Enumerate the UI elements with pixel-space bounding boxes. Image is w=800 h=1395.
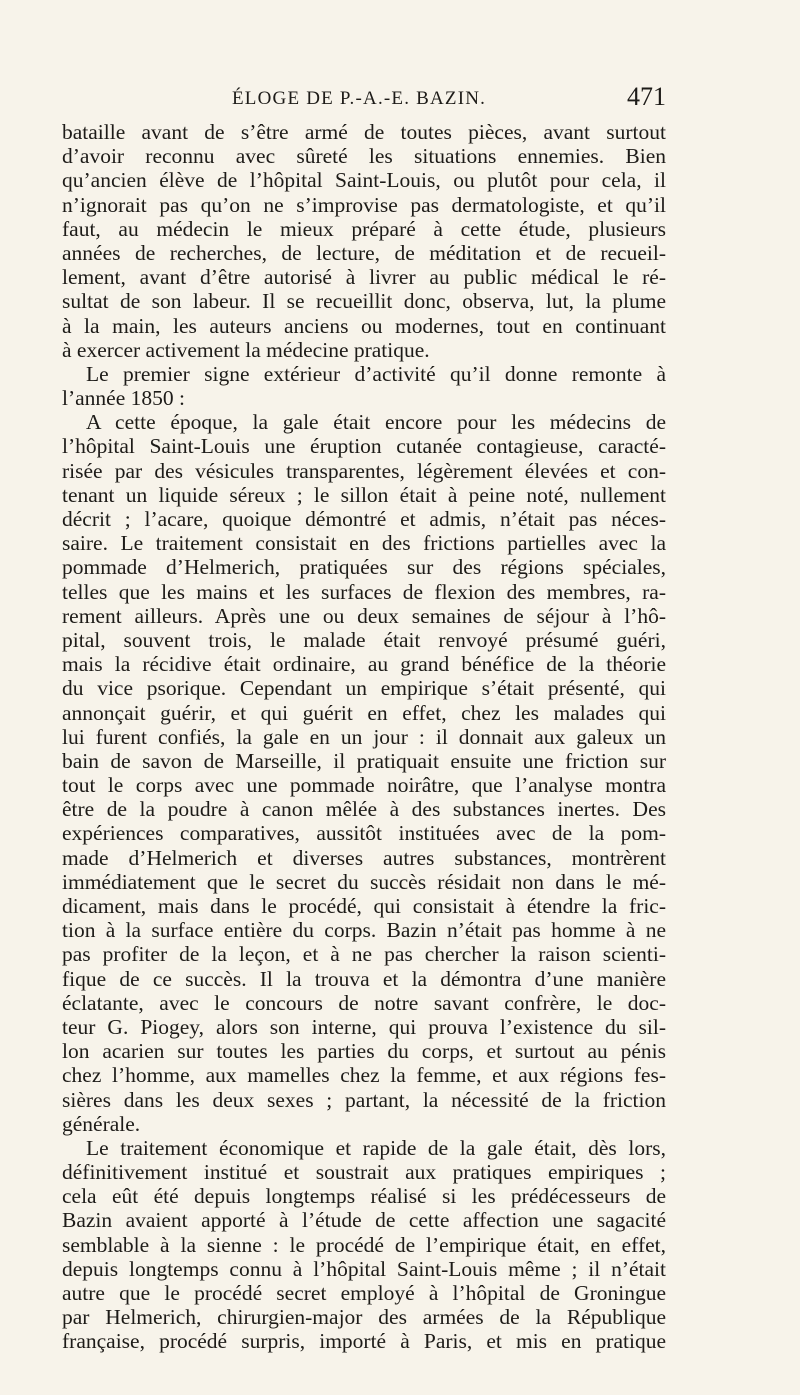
running-title: ÉLOGE DE P.-A.-E. BAZIN. [232,88,487,109]
text-line: telles que les mains et les surfaces de flexion des membres, ra- [62,579,666,604]
text-line: pommade d’Helmerich, pratiquées sur des régions spéciales, [62,555,666,580]
text-line: faut, au médecin le mieux préparé à cette étude, plusieurs [62,216,666,241]
text-line: à la main, les auteurs anciens ou modernes, tout en continuant [62,313,666,338]
text-line: décrit ; l’acare, quoique démontré et admis, n’était pas néces- [62,507,666,531]
text-line: éclatante, avec le concours de notre savant confrère, le doc- [62,990,666,1015]
text-line: par Helmerich, chirurgien-major des armées de la République [62,1305,666,1330]
text-line: rement ailleurs. Après une ou deux semaines de séjour à l’hô- [62,603,666,628]
text-line: française, procédé surpris, importé à Paris, et mis en pratique [62,1329,666,1354]
text-line: bataille avant de s’être armé de toutes pièces, avant surtout [62,120,666,144]
text-line: Bazin avaient apporté à l’étude de cette affection une sagacité [62,1208,666,1233]
text-line: immédiatement que le secret du succès résidait non dans le mé- [62,869,666,894]
text-line: être de la poudre à canon mêlée à des substances inertes. Des [62,797,666,822]
text-line: mais la récidive était ordinaire, au grand bénéfice de la théorie [62,652,666,677]
body-text [62,120,666,1354]
text-line: teur G. Piogey, alors son interne, qui prouva l’existence du sil- [62,1014,666,1039]
text-line: Le premier signe extérieur d’activité qu’il donne remonte à [86,361,666,386]
text-line: sières dans les deux sexes ; partant, la nécessité de la friction [62,1087,666,1112]
text-line: cela eût été depuis longtemps réalisé si les prédécesseurs de [62,1184,666,1209]
text-line: l’hôpital Saint-Louis une éruption cutanée contagieuse, caracté- [62,434,666,459]
text-line: made d’Helmerich et diverses autres substances, montrèrent [62,845,666,870]
text-line: qu’ancien élève de l’hôpital Saint-Louis, ou plutôt pour cela, il [62,168,666,193]
text-line: annonçait guérir, et qui guérit en effet, chez les malades qui [62,700,666,725]
page-header [62,82,666,114]
text-line: n’ignorait pas qu’on ne s’improvise pas dermatologiste, et qu’il [62,192,666,217]
text-line: Le traitement économique et rapide de la gale était, dès lors, [86,1135,666,1160]
text-line: bain de savon de Marseille, il pratiquait ensuite une friction sur [62,748,666,773]
text-line: pas profiter de la leçon, et à ne pas chercher la raison scienti- [62,942,666,967]
text-line: années de recherches, de lecture, de méditation et de recueil- [62,240,666,265]
text-line: autre que le procédé secret employé à l’hôpital de Groningue [62,1281,666,1305]
text-line: lon acarien sur toutes les parties du corps, et surtout au pénis [62,1039,666,1064]
text-line: depuis longtemps connu à l’hôpital Saint-Louis même ; il n’était [62,1256,666,1281]
text-line: sultat de son labeur. Il se recueillit donc, observa, lut, la plume [62,289,666,314]
text-line: lement, avant d’être autorisé à livrer au public médical le ré- [62,265,666,290]
text-line: A cette époque, la gale était encore pour les médecins de [86,410,666,435]
text-line: expériences comparatives, aussitôt instituées avec de la pom- [62,821,666,846]
text-line: l’année 1850 : [62,386,185,411]
text-line: d’avoir reconnu avec sûreté les situations ennemies. Bien [62,144,666,169]
text-line: lui furent confiés, la gale en un jour : il donnait aux galeux un [62,724,666,749]
text-line: semblable à la sienne : le procédé de l’empirique était, en effet, [62,1232,666,1257]
text-line: tenant un liquide séreux ; le sillon était à peine noté, nullement [62,482,666,507]
text-line: à exercer activement la médecine pratique. [62,337,430,362]
text-line: du vice psorique. Cependant un empirique s’était présenté, qui [62,676,666,701]
text-line: générale. [62,1111,141,1136]
text-line: fique de ce succès. Il la trouva et la démontra d’une manière [62,966,666,991]
page-number: 471 [627,82,666,111]
text-line: tout le corps avec une pommade noirâtre, que l’analyse montra [62,773,666,798]
text-line: risée par des vésicules transparentes, légèrement élevées et con- [62,458,666,483]
text-line: saire. Le traitement consistait en des frictions partielles avec la [62,531,666,556]
text-line: dicament, mais dans le procédé, qui consistait à étendre la fric- [62,894,666,918]
text-line: définitivement institué et soustrait aux pratiques empiriques ; [62,1160,666,1185]
text-line: pital, souvent trois, le malade était renvoyé présumé guéri, [62,627,666,652]
text-line: tion à la surface entière du corps. Bazin n’était pas homme à ne [62,918,666,943]
text-line: chez l’homme, aux mamelles chez la femme, et aux régions fes- [62,1063,666,1088]
